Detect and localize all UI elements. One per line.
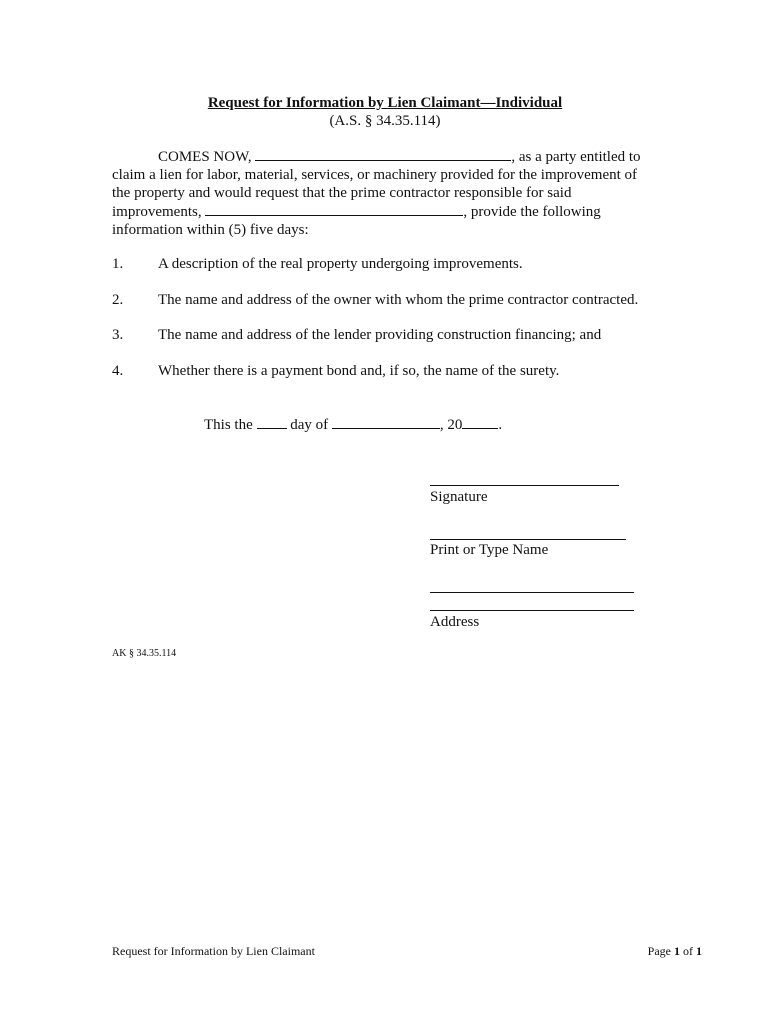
month-blank[interactable] — [332, 415, 440, 429]
day-blank[interactable] — [257, 415, 287, 429]
list-item — [112, 291, 638, 309]
document-title: Request for Information by Lien Claimant—Individual — [207, 95, 563, 111]
address-label: Address — [430, 614, 480, 630]
list-item-number: 2. — [112, 292, 124, 308]
paragraph-line-1 — [112, 147, 657, 166]
list-item-number: 4. — [112, 363, 124, 379]
comes-now-text: COMES NOW, — [158, 149, 256, 165]
signature-line[interactable] — [430, 485, 619, 486]
date-period-text: . — [498, 417, 503, 433]
page-number — [648, 944, 702, 958]
day-of-text: day of — [286, 417, 332, 433]
page-total: 1 — [696, 944, 702, 958]
paragraph-line-4 — [112, 202, 657, 221]
party-entitled-text: , as a party entitled to — [511, 149, 641, 165]
year-prefix-text: , 20 — [439, 417, 463, 433]
list-item-text: Whether there is a payment bond and, if so, the name of the surety. — [158, 363, 560, 379]
date-line — [204, 415, 502, 434]
page-prefix: Page — [647, 944, 674, 958]
list-item — [112, 326, 601, 344]
signature-label: Signature — [430, 489, 488, 505]
list-item-text: The name and address of the lender providing construction financing; and — [158, 327, 602, 343]
list-item-number: 1. — [112, 256, 124, 272]
address-line-2[interactable] — [430, 610, 634, 611]
address-line-1[interactable] — [430, 592, 634, 593]
paragraph-line-2: claim a lien for labor, material, services, or machinery provided for the improvement of — [112, 167, 638, 183]
this-the-text: This the — [204, 417, 257, 433]
contractor-name-blank[interactable] — [205, 202, 463, 216]
page-current: 1 — [674, 944, 680, 958]
list-item — [112, 255, 523, 273]
page-of: of — [680, 944, 696, 958]
print-name-line[interactable] — [430, 539, 626, 540]
statute-citation: AK § 34.35.114 — [112, 648, 177, 659]
intro-paragraph — [112, 147, 657, 239]
list-item — [112, 362, 559, 380]
print-name-label: Print or Type Name — [430, 542, 549, 558]
paragraph-line-5: information within (5) five days: — [112, 222, 309, 238]
paragraph-line-3: the property and would request that the prime contractor responsible for said — [112, 185, 572, 201]
list-item-number: 3. — [112, 327, 124, 343]
document-subtitle: (A.S. § 34.35.114) — [329, 113, 441, 129]
claimant-name-blank[interactable] — [255, 147, 511, 161]
list-item-text: The name and address of the owner with whom the prime contractor contracted. — [158, 292, 639, 308]
provide-following-text: , provide the following — [463, 204, 601, 220]
list-item-text: A description of the real property undergoing improvements. — [158, 256, 523, 272]
footer-title: Request for Information by Lien Claimant — [112, 944, 315, 958]
year-blank[interactable] — [462, 415, 498, 429]
improvements-text: improvements, — [112, 204, 206, 220]
